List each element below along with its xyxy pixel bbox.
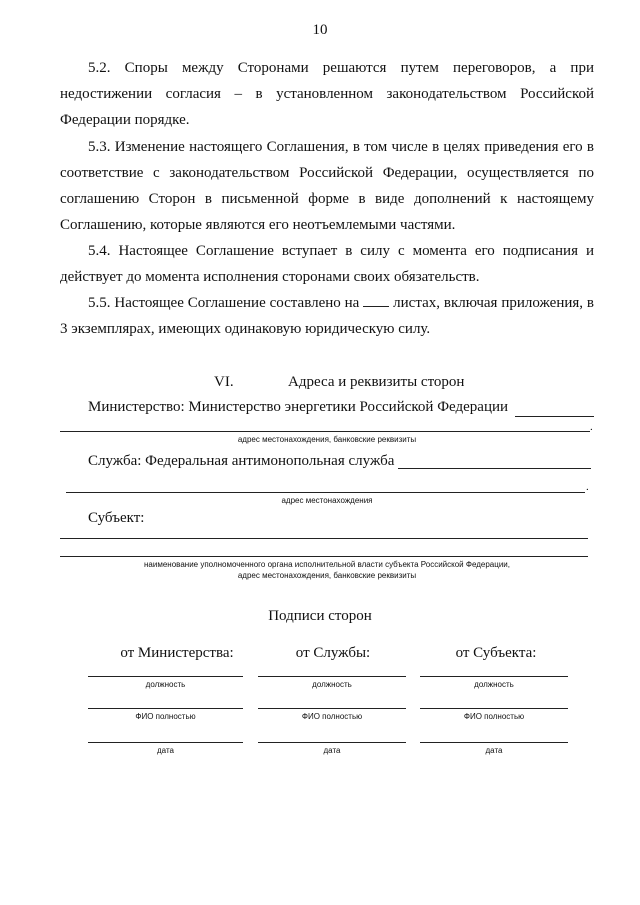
service-fullname-line[interactable]	[258, 708, 406, 709]
subject-label: Субъект:	[88, 510, 145, 526]
subject-date-caption: дата	[485, 746, 503, 755]
subject-position-line[interactable]	[420, 676, 568, 677]
paragraph-5-2: 5.2. Споры между Сторонами решаются путем переговоров, а при недостижении согласия – в установленном законодательством Российской Федерации порядке.	[60, 60, 594, 128]
service-label: Служба: Федеральная антимонопольная служба	[88, 453, 395, 469]
service-name-line[interactable]	[398, 468, 591, 469]
signature-heading-ministry: от Министерства:	[120, 645, 234, 661]
subject-date-line[interactable]	[420, 742, 568, 743]
service-date-caption: дата	[323, 746, 341, 755]
paragraph-5-5-end: листах, включая приложения, в 3 экземплярах, имеющих одинаковую юридическую силу.	[60, 295, 595, 337]
ministry-fullname-caption: ФИО полностью	[135, 712, 196, 721]
signature-heading-service: от Службы:	[295, 645, 371, 661]
paragraph-5-5	[60, 290, 594, 342]
subject-fullname-caption: ФИО полностью	[463, 712, 525, 721]
ministry-fullname-line[interactable]	[88, 708, 243, 709]
subject-caption-1: наименование уполномоченного органа исполнительной власти субъекта Российской Федерации,	[144, 560, 510, 569]
ministry-label: Министерство: Министерство энергетики Российской Федерации	[88, 399, 509, 415]
ministry-line-dot: .	[590, 421, 593, 433]
paragraph-5-5-start: 5.5. Настоящее Соглашение составлено на	[88, 295, 360, 311]
sheets-count-blank[interactable]	[363, 292, 389, 307]
subject-line-2[interactable]	[60, 556, 588, 557]
ministry-address-line[interactable]	[60, 431, 590, 432]
service-date-line[interactable]	[258, 742, 406, 743]
service-fullname-caption: ФИО полностью	[301, 712, 363, 721]
service-line-dot: .	[586, 481, 589, 493]
subject-caption-2: адрес местонахождения, банковские реквизиты	[237, 571, 417, 580]
ministry-caption: адрес местонахождения, банковские реквизиты	[237, 435, 417, 444]
signatures-title: Подписи сторон	[268, 608, 372, 624]
section-number: VI.	[214, 374, 234, 390]
paragraph-5-3: 5.3. Изменение настоящего Соглашения, в том числе в целях приведения его в соответствие с законодательством Российской Федерации, осуществляется по соглашению Сторон в письменной форме в виде дополнений к настоящему Соглашению, которые являются его неотъемлемыми частями.	[60, 139, 594, 233]
subject-fullname-line[interactable]	[420, 708, 568, 709]
ministry-date-line[interactable]	[88, 742, 243, 743]
subject-line-1[interactable]	[60, 538, 588, 539]
ministry-position-line[interactable]	[88, 676, 243, 677]
service-address-line[interactable]	[66, 492, 585, 493]
signature-heading-subject: от Субъекта:	[455, 645, 537, 661]
service-position-line[interactable]	[258, 676, 406, 677]
ministry-position-caption: должность	[145, 680, 186, 689]
paragraph-5-4: 5.4. Настоящее Соглашение вступает в силу с момента его подписания и действует до момента исполнения сторонами своих обязательств.	[60, 243, 594, 285]
section-title: Адреса и реквизиты сторон	[288, 374, 465, 390]
page-number: 10	[312, 22, 328, 38]
ministry-date-caption: дата	[157, 746, 174, 755]
service-position-caption: должность	[312, 680, 352, 689]
ministry-name-line[interactable]	[515, 416, 594, 417]
service-caption: адрес местонахождения	[281, 496, 373, 505]
subject-position-caption: должность	[474, 680, 514, 689]
